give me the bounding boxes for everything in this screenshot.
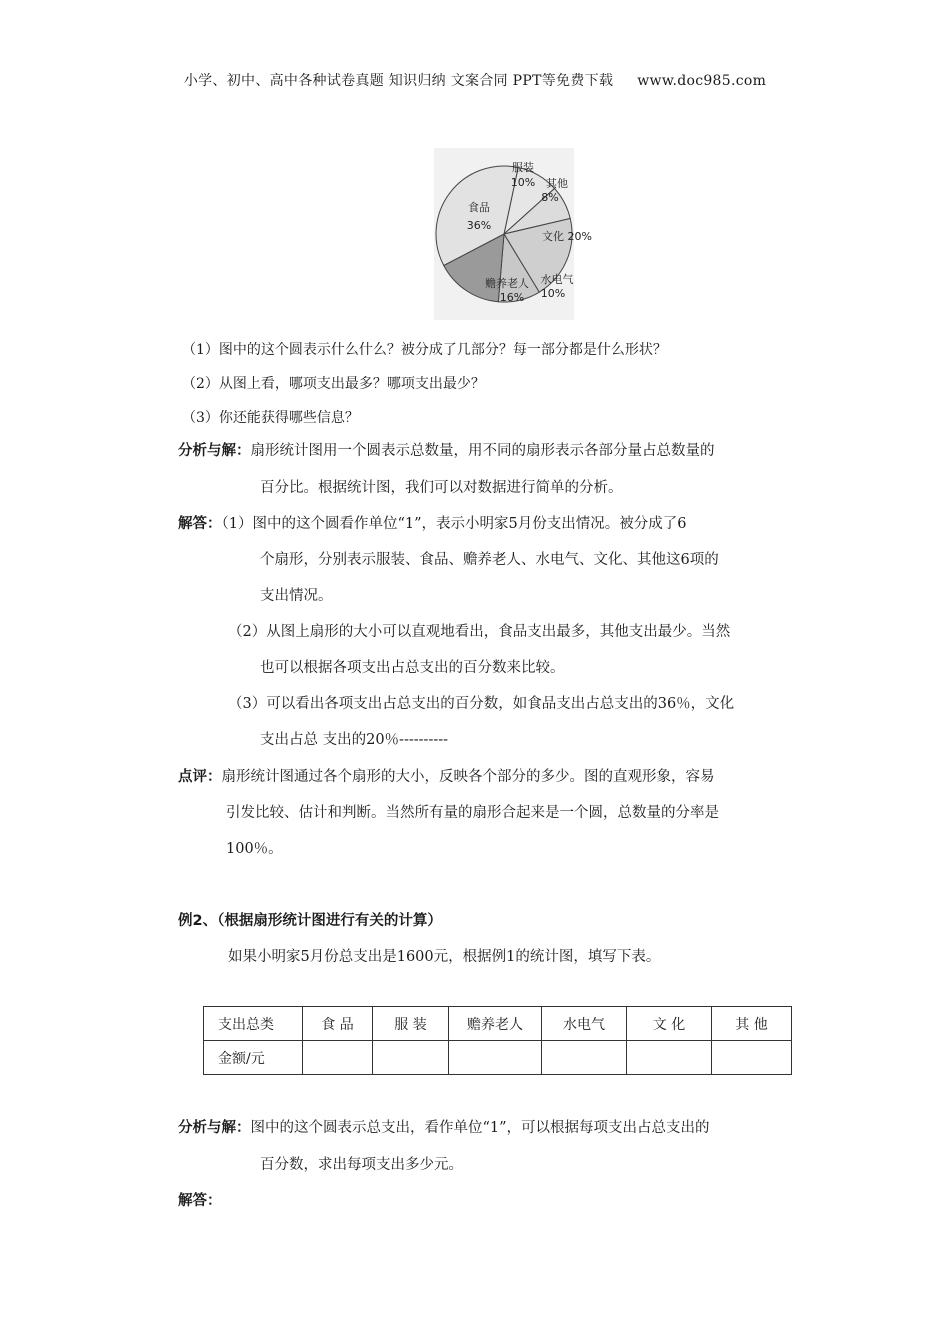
table-cell-empty — [449, 1041, 542, 1075]
table-header-cell: 食 品 — [303, 1007, 373, 1041]
slice-label-food: 食品 — [468, 201, 490, 214]
table-header-row — [204, 1007, 792, 1041]
table-header-cell: 服 装 — [373, 1007, 449, 1041]
example-2-text: 如果小明家5月份总支出是1600元，根据例1的统计图，填写下表。 — [228, 949, 661, 965]
analysis-1-line-1 — [178, 433, 715, 470]
pie-chart-svg — [434, 148, 592, 320]
header-text: 小学、初中、高中各种试卷真题 知识归纳 文案合同 PPT等免费下载 — [183, 73, 614, 89]
question-2: （2）从图上看，哪项支出最多？哪项支出最少？ — [182, 376, 485, 392]
slice-value-utilities: 10% — [540, 287, 566, 300]
table-header-cell: 其 他 — [712, 1007, 792, 1041]
answer-2-line-2: 也可以根据各项支出占总支出的百分数来比较。 — [260, 660, 565, 676]
example-2-heading: （根据扇形统计图进行有关的计算） — [217, 913, 442, 929]
header-url: www.doc985.com — [637, 73, 767, 89]
answer-3-line-2: 支出占总 支出的20％---------- — [260, 732, 449, 748]
analysis-2-label: 分析与解： — [178, 1120, 251, 1136]
slice-value-elderly: 16% — [499, 291, 525, 304]
table-row-label: 金额/元 — [204, 1041, 303, 1075]
table-cell-empty — [712, 1041, 792, 1075]
table-cell-empty — [373, 1041, 449, 1075]
table-cell-empty — [627, 1041, 712, 1075]
slice-label-utilities: 水电气 — [540, 273, 574, 286]
table-header-cell: 文 化 — [627, 1007, 712, 1041]
analysis-2-line-1 — [178, 1110, 710, 1147]
table-header-cell: 支出总类 — [204, 1007, 303, 1041]
analysis-2-text-1: 图中的这个圆表示总支出，看作单位“1”，可以根据每项支出占总支出的 — [250, 1120, 710, 1136]
pie-chart — [434, 148, 592, 320]
answer-2-line-1: （2）从图上扇形的大小可以直观地看出，食品支出最多，其他支出最少。当然 — [228, 624, 731, 640]
answer-1-line-3: 支出情况。 — [260, 588, 333, 604]
analysis-2-line-2: 百分数，求出每项支出多少元。 — [260, 1157, 463, 1173]
comment-line-1 — [178, 759, 715, 796]
answer-1-line-1 — [178, 506, 686, 543]
table-header-cell: 水电气 — [542, 1007, 627, 1041]
table-cell-empty — [542, 1041, 627, 1075]
table-header-cell: 赡养老人 — [449, 1007, 542, 1041]
answer-1-line-2: 个扇形，分别表示服装、食品、赡养老人、水电气、文化、其他这6项的 — [260, 552, 719, 568]
comment-line-2: 引发比较、估计和判断。当然所有量的扇形合起来是一个圆，总数量的分率是 — [226, 805, 719, 821]
comment-line-3: 100％。 — [226, 841, 283, 857]
answer-1-label: 解答： — [178, 516, 222, 532]
slice-value-other: 8% — [541, 191, 559, 204]
example-2-prefix: 例2、 — [178, 913, 218, 929]
comment-text-1: 扇形统计图通过各个扇形的大小，反映各个部分的多少。图的直观形象，容易 — [221, 769, 715, 785]
analysis-1-label: 分析与解： — [178, 443, 251, 459]
answer-3-line-1: （3）可以看出各项支出占总支出的百分数，如食品支出占总支出的36％，文化 — [228, 696, 735, 712]
slice-label-culture: 文化 20% — [542, 230, 592, 243]
page-header — [0, 70, 950, 90]
comment-label: 点评： — [178, 769, 222, 785]
answer-2-label: 解答： — [178, 1193, 222, 1209]
example-2-title — [178, 903, 442, 940]
expense-table — [203, 1006, 792, 1075]
table-cell-empty — [303, 1041, 373, 1075]
answer-2-heading — [178, 1183, 222, 1220]
slice-value-clothing: 10% — [510, 176, 536, 189]
slice-label-elderly: 赡养老人 — [485, 277, 529, 290]
analysis-1-text-1: 扇形统计图用一个圆表示总数量，用不同的扇形表示各部分量占总数量的 — [250, 443, 715, 459]
slice-value-food: 36% — [466, 219, 492, 232]
question-1: （1）图中的这个圆表示什么什么？被分成了几部分？每一部分都是什么形状？ — [182, 342, 667, 358]
analysis-1-line-2: 百分比。根据统计图，我们可以对数据进行简单的分析。 — [260, 480, 623, 496]
table-row — [204, 1041, 792, 1075]
slice-label-other: 其他 — [546, 177, 568, 190]
answer-1-text-1: （1）图中的这个圆看作单位“1”，表示小明家5月份支出情况。被分成了6 — [221, 516, 687, 532]
question-3: （3）你还能获得哪些信息？ — [182, 410, 359, 426]
slice-label-clothing: 服装 — [512, 161, 534, 174]
